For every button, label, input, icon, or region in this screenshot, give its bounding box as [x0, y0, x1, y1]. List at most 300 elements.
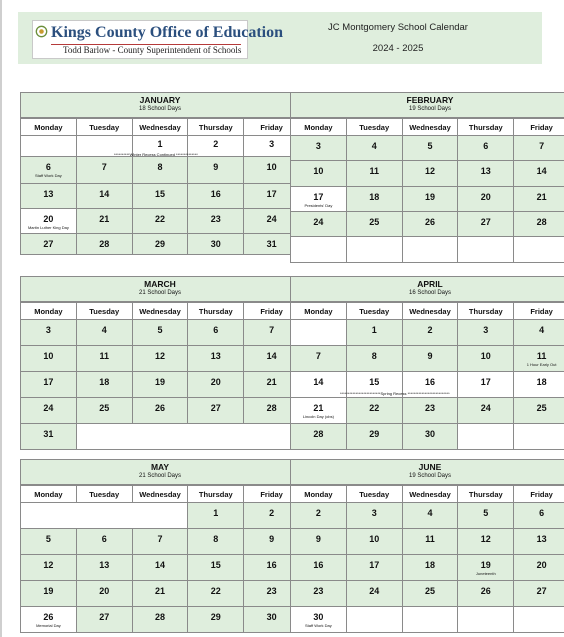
day-cell — [291, 346, 347, 372]
day-number: 27 — [536, 586, 547, 596]
day-number: 30 — [424, 429, 435, 439]
day-number: 21 — [99, 214, 110, 224]
day-cell — [21, 320, 77, 346]
month-header — [20, 92, 300, 118]
day-cell — [188, 346, 244, 372]
empty-cell — [458, 424, 514, 450]
day-number: 9 — [315, 534, 321, 544]
day-number: 11 — [99, 351, 109, 361]
day-cell — [188, 555, 244, 581]
day-number: 13 — [43, 189, 54, 199]
day-number: 29 — [369, 429, 380, 439]
month-grid — [290, 302, 564, 450]
day-cell — [21, 209, 77, 234]
day-cell — [402, 161, 458, 187]
day-cell — [346, 503, 402, 529]
day-cell — [76, 398, 132, 424]
day-cell — [291, 424, 347, 450]
day-cell — [291, 398, 347, 424]
day-cell — [132, 234, 188, 255]
day-number: 6 — [45, 162, 51, 172]
day-number: 21 — [154, 586, 165, 596]
day-number: 28 — [266, 403, 277, 413]
day-cell — [291, 555, 347, 581]
day-cell — [132, 555, 188, 581]
month-name: FEBRUARY — [406, 95, 454, 105]
empty-cell — [514, 237, 564, 263]
day-number: 10 — [313, 166, 324, 176]
weekday-header: Thursday — [458, 303, 514, 320]
day-number: 27 — [99, 612, 110, 622]
day-number: 22 — [210, 586, 221, 596]
weekday-header: Friday — [244, 303, 300, 320]
empty-cell — [458, 237, 514, 263]
school-days-count: 19 School Days — [408, 106, 452, 112]
month-header — [290, 459, 564, 485]
week-row — [21, 581, 300, 607]
day-number: 26 — [43, 612, 54, 622]
day-cell — [132, 581, 188, 607]
day-cell — [188, 234, 244, 255]
day-number: 25 — [424, 586, 435, 596]
day-number: 11 — [369, 166, 379, 176]
weekday-header: Friday — [244, 486, 300, 503]
day-cell — [514, 581, 564, 607]
day-number: 15 — [154, 189, 165, 199]
day-cell — [514, 212, 564, 237]
day-number: 17 — [369, 560, 380, 570]
day-number: 11 — [536, 351, 547, 361]
empty-cell — [402, 607, 458, 633]
weekday-header: Thursday — [458, 486, 514, 503]
weekday-header: Friday — [514, 303, 564, 320]
day-cell — [402, 187, 458, 212]
weekday-header: Wednesday — [132, 486, 188, 503]
page-edge — [0, 0, 2, 637]
day-cell — [188, 157, 244, 184]
day-number: 14 — [313, 377, 324, 387]
day-cell — [458, 346, 514, 372]
week-row — [291, 212, 564, 237]
day-number: 19 — [480, 560, 491, 570]
day-cell — [346, 187, 402, 212]
day-number: 18 — [99, 377, 110, 387]
week-row — [21, 424, 300, 450]
day-number: 7 — [157, 534, 163, 544]
month-header — [20, 459, 300, 485]
school-days-count: 16 School Days — [408, 290, 452, 296]
week-row — [291, 555, 564, 581]
day-number: 3 — [483, 325, 489, 335]
day-number: 26 — [480, 586, 491, 596]
day-number: 20 — [536, 560, 547, 570]
day-number: 24 — [266, 214, 277, 224]
day-note: Juneteenth — [475, 571, 496, 576]
school-days-count: 18 School Days — [138, 106, 182, 112]
day-number: 24 — [369, 586, 380, 596]
day-number: 23 — [424, 403, 435, 413]
month-grid — [20, 118, 300, 255]
weekday-header: Friday — [514, 486, 564, 503]
day-cell — [458, 372, 514, 398]
weekday-header: Wednesday — [402, 486, 458, 503]
week-row — [291, 136, 564, 161]
week-row — [21, 346, 300, 372]
day-cell — [188, 607, 244, 633]
day-cell — [132, 398, 188, 424]
day-number: 20 — [210, 377, 221, 387]
empty-cell — [402, 237, 458, 263]
day-cell — [21, 529, 77, 555]
week-row — [21, 607, 300, 633]
day-cell — [188, 398, 244, 424]
day-number: 31 — [266, 239, 277, 249]
day-number: 12 — [424, 166, 435, 176]
day-number: 22 — [369, 403, 380, 413]
week-row — [21, 372, 300, 398]
day-number: 15 — [369, 377, 380, 387]
day-number: 4 — [539, 325, 545, 335]
day-number: 29 — [210, 612, 221, 622]
day-number: 21 — [266, 377, 277, 387]
day-cell — [458, 320, 514, 346]
weekday-header: Monday — [291, 486, 347, 503]
weekday-header: Tuesday — [346, 303, 402, 320]
day-number: 14 — [536, 166, 547, 176]
day-number: 1 — [157, 139, 163, 149]
weekday-header: Thursday — [458, 119, 514, 136]
weekday-header: Thursday — [188, 303, 244, 320]
day-cell — [514, 398, 564, 424]
day-number: 25 — [536, 403, 547, 413]
weekday-header: Tuesday — [76, 119, 132, 136]
day-cell — [76, 555, 132, 581]
day-cell — [402, 555, 458, 581]
week-row — [291, 503, 564, 529]
day-number: 10 — [43, 351, 54, 361]
day-cell — [21, 346, 77, 372]
day-cell — [188, 503, 244, 529]
month-april — [290, 276, 564, 450]
day-number: 30 — [266, 612, 277, 622]
day-number: 21 — [536, 192, 547, 202]
weekday-header: Monday — [21, 486, 77, 503]
day-number: 7 — [269, 325, 275, 335]
logo-title: Kings County Office of Education — [51, 24, 284, 41]
day-number: 6 — [483, 141, 489, 151]
month-name: JUNE — [418, 462, 442, 472]
month-name: APRIL — [417, 279, 443, 289]
day-cell — [458, 581, 514, 607]
week-row — [291, 346, 564, 372]
day-cell — [402, 398, 458, 424]
leaf-seal-icon — [35, 25, 48, 38]
day-cell — [402, 581, 458, 607]
calendar-header — [18, 12, 542, 64]
day-number: 13 — [480, 166, 491, 176]
day-number: 7 — [315, 351, 321, 361]
empty-cell — [291, 237, 347, 263]
day-number: 3 — [371, 508, 377, 518]
day-cell — [458, 212, 514, 237]
day-cell — [346, 212, 402, 237]
week-row — [291, 398, 564, 424]
day-cell — [188, 320, 244, 346]
day-cell — [21, 372, 77, 398]
day-cell — [132, 184, 188, 209]
day-number: 13 — [210, 351, 221, 361]
day-cell — [21, 157, 77, 184]
week-row — [21, 555, 300, 581]
day-cell — [346, 136, 402, 161]
week-row — [21, 184, 300, 209]
day-cell — [346, 161, 402, 187]
day-number: 19 — [424, 192, 435, 202]
school-title: JC Montgomery School Calendar — [328, 22, 468, 33]
month-header — [20, 276, 300, 302]
day-cell — [132, 320, 188, 346]
day-cell — [291, 503, 347, 529]
day-number: 10 — [266, 162, 277, 172]
empty-cell — [21, 503, 188, 529]
day-cell — [402, 503, 458, 529]
day-number: 14 — [99, 189, 110, 199]
weekday-header: Wednesday — [132, 119, 188, 136]
day-number: 10 — [480, 351, 491, 361]
day-cell — [76, 529, 132, 555]
month-march — [20, 276, 300, 450]
day-note: Presidents' Day — [304, 203, 333, 208]
day-number: 17 — [313, 192, 324, 202]
day-cell — [21, 424, 77, 450]
day-number: 30 — [313, 612, 324, 622]
day-number: 18 — [536, 377, 547, 387]
month-grid — [20, 302, 300, 450]
weekday-header: Monday — [21, 119, 77, 136]
day-number: 23 — [210, 214, 221, 224]
week-row — [291, 581, 564, 607]
day-number: 16 — [313, 560, 324, 570]
school-days-count: 19 School Days — [408, 473, 452, 479]
weekday-header: Tuesday — [76, 303, 132, 320]
day-number: 19 — [154, 377, 165, 387]
day-cell — [346, 529, 402, 555]
day-number: 6 — [539, 508, 545, 518]
day-cell — [402, 529, 458, 555]
day-number: 4 — [371, 141, 377, 151]
month-june — [290, 459, 564, 633]
day-cell — [514, 320, 564, 346]
day-cell — [458, 136, 514, 161]
day-number: 6 — [101, 534, 107, 544]
week-row — [21, 320, 300, 346]
weekday-header: Thursday — [188, 486, 244, 503]
day-number: 2 — [427, 325, 433, 335]
week-row — [291, 424, 564, 450]
day-number: 18 — [369, 192, 380, 202]
kcoe-logo — [32, 20, 284, 59]
day-number: 14 — [266, 351, 277, 361]
day-cell — [458, 398, 514, 424]
day-cell — [402, 346, 458, 372]
day-number: 17 — [480, 377, 491, 387]
weekday-header: Thursday — [188, 119, 244, 136]
day-cell — [291, 212, 347, 237]
day-number: 6 — [213, 325, 219, 335]
weekday-header: Wednesday — [402, 303, 458, 320]
day-cell — [291, 529, 347, 555]
day-cell — [291, 372, 347, 398]
day-note: Lincoln Day (obs) — [302, 414, 334, 419]
day-cell — [21, 398, 77, 424]
day-cell — [346, 346, 402, 372]
day-cell — [458, 503, 514, 529]
day-note: Martin Luther King Day — [27, 225, 69, 230]
day-number: 27 — [43, 239, 54, 249]
month-february — [290, 92, 564, 263]
day-number: 3 — [315, 141, 321, 151]
day-number: 8 — [371, 351, 377, 361]
school-days-count: 21 School Days — [138, 290, 182, 296]
empty-cell — [21, 136, 77, 157]
weekday-header: Tuesday — [346, 119, 402, 136]
day-note: Staff Work Day — [35, 173, 62, 178]
day-cell — [76, 607, 132, 633]
day-cell — [458, 161, 514, 187]
day-number: 27 — [210, 403, 221, 413]
day-cell — [188, 529, 244, 555]
month-grid — [20, 485, 300, 633]
day-number: 26 — [154, 403, 165, 413]
empty-cell — [458, 607, 514, 633]
day-cell — [514, 372, 564, 398]
day-number: 3 — [45, 325, 51, 335]
day-number: 21 — [313, 403, 324, 413]
empty-cell — [291, 320, 347, 346]
day-cell — [291, 161, 347, 187]
day-number: 18 — [424, 560, 435, 570]
month-name: MAY — [150, 462, 170, 472]
day-cell — [188, 372, 244, 398]
day-note: Staff Work Day — [305, 623, 332, 628]
day-number: 3 — [269, 139, 275, 149]
day-cell — [76, 581, 132, 607]
day-number: 4 — [427, 508, 433, 518]
empty-cell — [76, 424, 299, 450]
day-cell — [188, 581, 244, 607]
day-cell — [514, 555, 564, 581]
week-row — [291, 187, 564, 212]
day-number: 13 — [99, 560, 110, 570]
day-cell — [514, 529, 564, 555]
weekday-header: Friday — [244, 119, 300, 136]
week-row — [21, 234, 300, 255]
weekday-header: Monday — [21, 303, 77, 320]
day-number: 12 — [154, 351, 165, 361]
day-note: 1 Hour Early Out — [526, 362, 557, 367]
day-cell — [514, 346, 564, 372]
day-number: 24 — [313, 217, 324, 227]
day-cell — [402, 212, 458, 237]
day-cell — [132, 346, 188, 372]
day-number: 9 — [269, 534, 275, 544]
day-number: 5 — [483, 508, 489, 518]
day-number: 12 — [43, 560, 54, 570]
week-row — [21, 209, 300, 234]
day-cell — [514, 136, 564, 161]
day-cell — [291, 136, 347, 161]
weekday-header: Monday — [291, 303, 347, 320]
day-number: 28 — [99, 239, 110, 249]
weekday-header: Tuesday — [76, 486, 132, 503]
day-number: 9 — [213, 162, 219, 172]
month-name: MARCH — [144, 279, 176, 289]
day-number: 8 — [157, 162, 163, 172]
school-year: 2024 - 2025 — [372, 43, 424, 54]
day-cell — [402, 424, 458, 450]
day-cell — [346, 581, 402, 607]
day-number: 23 — [266, 586, 277, 596]
day-number: 5 — [45, 534, 51, 544]
day-number: 2 — [213, 139, 219, 149]
day-number: 30 — [210, 239, 221, 249]
day-cell — [76, 234, 132, 255]
day-cell — [132, 209, 188, 234]
day-number: 29 — [154, 239, 165, 249]
day-number: 17 — [266, 189, 277, 199]
week-row — [21, 398, 300, 424]
weekday-header: Wednesday — [402, 119, 458, 136]
day-cell — [458, 529, 514, 555]
day-number: 2 — [315, 508, 321, 518]
month-header — [290, 276, 564, 302]
week-row — [291, 320, 564, 346]
month-may — [20, 459, 300, 633]
day-cell — [346, 555, 402, 581]
day-number: 24 — [43, 403, 54, 413]
day-cell — [132, 607, 188, 633]
day-cell — [514, 503, 564, 529]
month-header — [290, 92, 564, 118]
day-cell — [76, 157, 132, 184]
day-cell — [188, 209, 244, 234]
week-row — [21, 529, 300, 555]
empty-cell — [514, 607, 564, 633]
day-number: 23 — [313, 586, 324, 596]
day-number: 28 — [313, 429, 324, 439]
day-cell — [21, 555, 77, 581]
day-number: 26 — [424, 217, 435, 227]
week-row — [291, 607, 564, 633]
logo-subtitle: Todd Barlow - County Superintendent of Schools — [63, 45, 242, 55]
day-cell — [346, 398, 402, 424]
day-number: 27 — [480, 217, 491, 227]
day-cell — [291, 581, 347, 607]
day-number: 5 — [427, 141, 433, 151]
day-cell — [346, 320, 402, 346]
week-row — [291, 529, 564, 555]
day-number: 12 — [480, 534, 491, 544]
recess-banner: **********Winter Recess Continued ************** — [114, 152, 198, 157]
day-number: 1 — [213, 508, 219, 518]
day-cell — [291, 187, 347, 212]
empty-cell — [514, 424, 564, 450]
day-cell — [76, 320, 132, 346]
day-cell — [76, 346, 132, 372]
day-number: 28 — [536, 217, 547, 227]
day-cell — [76, 209, 132, 234]
day-cell — [514, 187, 564, 212]
